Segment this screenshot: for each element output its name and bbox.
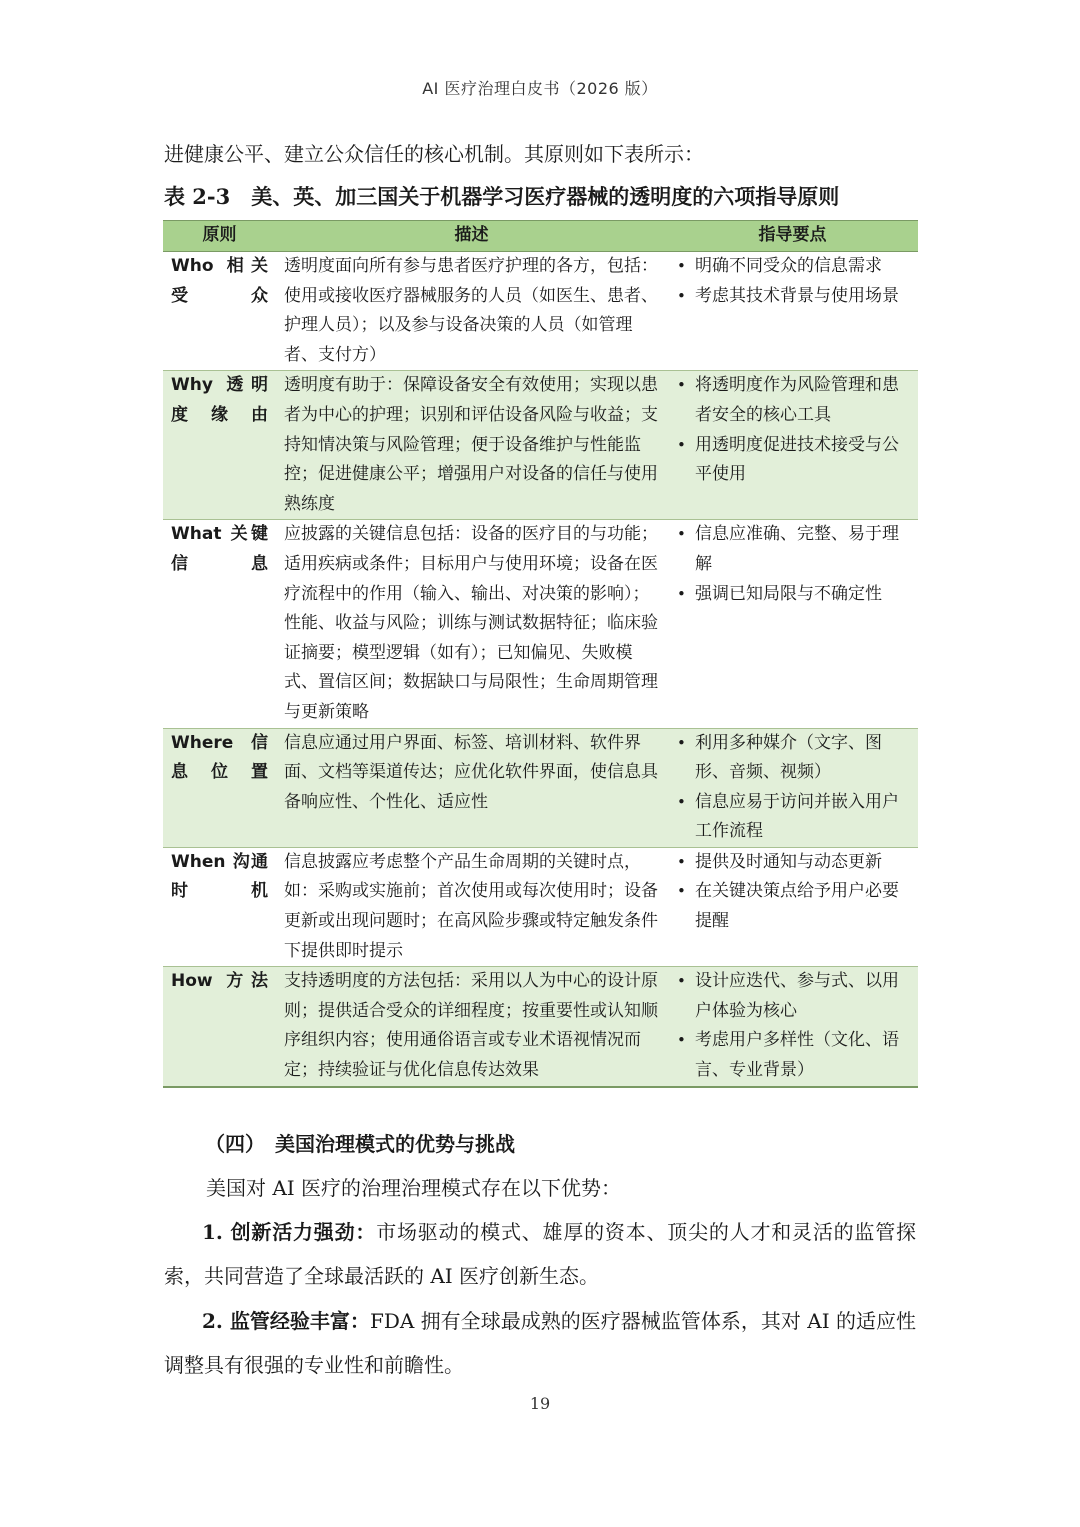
guidance-point: • 利用多种媒介（文字、图形、音频、视频） <box>675 729 912 788</box>
paragraph-advantages-intro: 美国对 AI 医疗的治理治理模式存在以下优势： <box>206 1176 622 1200</box>
column-header-principle: 原则 <box>163 221 276 252</box>
guidance-point: • 明确不同受众的信息需求 <box>675 252 912 282</box>
table-row <box>163 967 918 1087</box>
advantage-1-lead: 1. 创新活力强劲： <box>202 1220 377 1244</box>
table-row <box>163 847 918 966</box>
guidance-point: • 在关键决策点给予用户必要提醒 <box>675 877 912 936</box>
table-row <box>163 371 918 520</box>
description-cell: 透明度面向所有参与患者医疗护理的各方，包括：使用或接收医疗器械服务的人员（如医生、患者、护理人员）；以及参与设备决策的人员（如管理者、支付方） <box>276 252 667 371</box>
guidance-point: • 强调已知局限与不确定性 <box>675 580 912 610</box>
column-header-description: 描述 <box>276 221 667 252</box>
points-cell <box>667 520 918 728</box>
principle-cell: Where 信息位置 <box>163 728 276 847</box>
paragraph-advantage-1 <box>164 1210 916 1298</box>
guidance-point: • 用透明度促进技术接受与公平使用 <box>675 431 912 490</box>
table-header-row <box>163 221 918 252</box>
table-row <box>163 252 918 371</box>
points-cell <box>667 967 918 1087</box>
guidance-point: • 考虑用户多样性（文化、语言、专业背景） <box>675 1026 912 1085</box>
guidance-point: • 提供及时通知与动态更新 <box>675 848 912 878</box>
principle-cell: Who 相关受众 <box>163 252 276 371</box>
guidance-point: • 信息应准确、完整、易于理解 <box>675 520 912 579</box>
description-cell: 应披露的关键信息包括：设备的医疗目的与功能；适用疾病或条件；目标用户与使用环境；设备在医疗流程中的作用（输入、输出、对决策的影响）；性能、收益与风险；训练与测试数据特征；临床验证摘要；模型逻辑（如有）；已知偏见、失败模式、置信区间；数据缺口与局限性；生命周期管理与更新策略 <box>276 520 667 728</box>
principle-cell: Why 透明度缘由 <box>163 371 276 520</box>
page-number: 19 <box>529 1394 551 1413</box>
description-cell: 信息应通过用户界面、标签、培训材料、软件界面、文档等渠道传达；应优化软件界面，使信息具备响应性、个性化、适应性 <box>276 728 667 847</box>
description-cell: 透明度有助于：保障设备安全有效使用；实现以患者为中心的护理；识别和评估设备风险与收益；支持知情决策与风险管理；便于设备维护与性能监控；促进健康公平；增强用户对设备的信任与使用熟练度 <box>276 371 667 520</box>
advantage-2-lead: 2. 监管经验丰富： <box>202 1309 370 1333</box>
section-heading: （四） 美国治理模式的优势与挑战 <box>205 1132 515 1156</box>
paragraph-advantage-2 <box>164 1299 916 1387</box>
principle-cell: How 方法 <box>163 967 276 1087</box>
advantage-2-body: FDA 拥有全球最成熟的医疗器械监管体系，其对 AI 的适应性调整具有很强的专业性和前瞻性。 <box>164 1309 916 1377</box>
guidance-point: • 将透明度作为风险管理和患者安全的核心工具 <box>675 371 912 430</box>
advantage-1-body: 市场驱动的模式、雄厚的资本、顶尖的人才和灵活的监管探索，共同营造了全球最活跃的 AI 医疗创新生态。 <box>164 1220 917 1288</box>
table-row <box>163 728 918 847</box>
points-cell <box>667 728 918 847</box>
column-header-points: 指导要点 <box>667 221 918 252</box>
points-cell <box>667 371 918 520</box>
principle-cell: What 关键信息 <box>163 520 276 728</box>
running-header: AI 医疗治理白皮书（2026 版） <box>422 79 658 98</box>
guidance-point: • 设计应迭代、参与式、以用户体验为核心 <box>675 967 912 1026</box>
table-title: 表 2-3 美、英、加三国关于机器学习医疗器械的透明度的六项指导原则 <box>164 184 840 209</box>
description-cell: 支持透明度的方法包括：采用以人为中心的设计原则；提供适合受众的详细程度；按重要性或认知顺序组织内容；使用通俗语言或专业术语视情况而定；持续验证与优化信息传达效果 <box>276 967 667 1087</box>
guidance-point: • 信息应易于访问并嵌入用户工作流程 <box>675 788 912 847</box>
points-cell <box>667 252 918 371</box>
principles-table <box>163 220 918 1088</box>
intro-text: 进健康公平、建立公众信任的核心机制。其原则如下表所示： <box>164 142 704 166</box>
table-row <box>163 520 918 728</box>
guidance-point: • 考虑其技术背景与使用场景 <box>675 282 912 312</box>
description-cell: 信息披露应考虑整个产品生命周期的关键时点，如：采购或实施前；首次使用或每次使用时；设备更新或出现问题时；在高风险步骤或特定触发条件下提供即时提示 <box>276 847 667 966</box>
points-cell <box>667 847 918 966</box>
principle-cell: When 沟通时机 <box>163 847 276 966</box>
